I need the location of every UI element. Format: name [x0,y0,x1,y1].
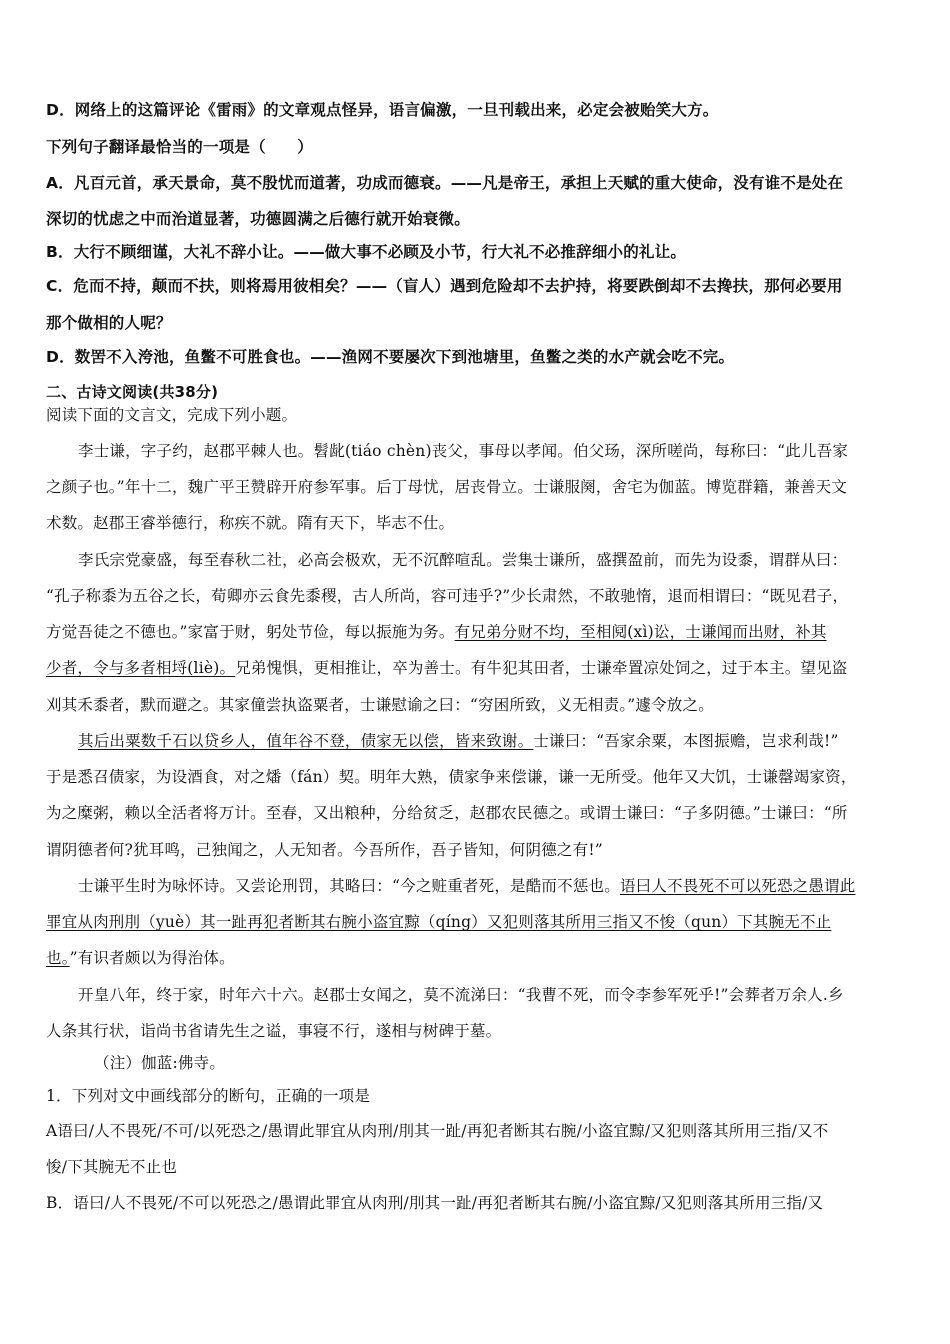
passage-line: 之颜子也。”年十二，魏广平王赞辟开府参军事。后丁母忧，居丧骨立。士谦服阕，舍宅为伽蓝。博览群籍，兼善天文 [46,478,848,496]
option-a-line2: 深切的忧虑之中而治道显著，功德圆满之后德行就开始衰微。 [46,210,470,228]
option-c-line1: C．危而不持，颠而不扶，则将焉用彼相矣？——（盲人）遇到危险却不去护持，将要跌倒却不去搀扶，那何必要用 [46,277,843,295]
passage-line [78,875,908,897]
underlined-text: 少者，令与多者相埒(liè)。 [46,659,236,677]
passage-line: 刈其禾黍者，默而避之。其家僮尝执盗粟者，士谦慰谕之曰：“穷困所致，义无相责。”遽令放之。 [46,696,714,714]
passage-line: 李士谦，字子约，赵郡平棘人也。髫龀(tiáo chèn)丧父，事母以孝闻。伯父玚，深所嗟尚，每称曰：“此儿吾家 [78,442,849,460]
passage-line: 为之糜粥，赖以全活者将万计。至春，又出粮种，分给贫乏，赵郡农民德之。或谓士谦曰：“子多阴德。”士谦曰：“所 [46,804,848,822]
question-1: 1．下列对文中画线部分的断句，正确的一项是 [46,1087,371,1105]
passage-line: 于是悉召债家，为设酒食，对之燔（fán）契。明年大熟，债家争来偿谦，谦一无所受。他年又大饥，士谦罄竭家资， [46,768,857,786]
option-d: D．数罟不入洿池，鱼鳖不可胜食也。——渔网不要屡次下到池塘里，鱼鳖之类的水产就会吃不完。 [46,348,735,366]
passage-line: 人条其行状，诣尚书省请先生之谥，事寝不行，遂相与树碑于墓。 [46,1022,502,1040]
passage-line: 开皇八年，终于家，时年六十六。赵郡士女闻之，莫不流涕曰：“我曹不死，而令李参军死乎!”会葬者万余人.乡 [78,986,844,1004]
passage-text: 方觉吾徒之不德也。”家富于财，躬处节俭，每以振施为务。 [46,623,455,641]
passage-line [46,947,908,969]
passage-line: 术数。赵郡王睿举德行，称疾不就。隋有天下，毕志不仕。 [46,514,455,532]
underlined-text: 有兄弟分财不均，至相阋(xì)讼，士谦闻而出财，补其 [454,623,827,641]
passage-line [46,657,908,679]
option-c-line2: 那个做相的人呢？ [46,314,172,332]
option-d-sentence: D．网络上的这篇评论《雷雨》的文章观点怪异，语言偏激，一旦刊载出来，必定会被贻笑大方。 [46,101,719,119]
footnote: （注）伽蓝:佛寺。 [94,1054,226,1072]
passage-text: 兄弟愧惧，更相推让，卒为善士。有牛犯其田者，士谦牵置凉处饲之，过于本主。望见盗 [235,659,848,677]
option-b: B．大行不顾细谨，大礼不辞小让。——做大事不必顾及小节，行大礼不必推辞细小的礼让。 [46,243,687,261]
reading-instruction: 阅读下面的文言文，完成下列小题。 [46,406,298,424]
underlined-passage-line: 罪宜从肉刑刖（yuè）其一趾再犯者断其右腕小盗宜黥（qíng）又犯则落其所用三指又不悛（qun）下其腕无不止 [46,913,832,931]
passage-text: 士谦平生时为咏怀诗。又尝论刑罚，其略曰：“今之赃重者死，是酷而不惩也。 [78,877,620,895]
passage-line: “孔子称黍为五谷之长，荀卿亦云食先黍稷，古人所尚，容可违乎?”少长肃然，不敢驰惰，退而相谓曰：“既见君子， [46,587,849,605]
underlined-text: 也。 [46,949,70,967]
passage-line: 李氏宗党豪盛，每至春秋二社，必高会极欢，无不沉醉喧乱。尝集士谦所，盛撰盈前，而先为设黍，谓群从曰： [78,551,848,569]
passage-text: ”有识者颇以为得治体。 [69,949,235,967]
passage-line [78,730,908,752]
underlined-text: 语曰人不畏死不可以死恐之愚谓此 [619,877,856,895]
passage-line [46,621,908,643]
option-a-line1: A．凡百元首，承天景命，莫不殷忧而道著，功成而德衰。——凡是帝王，承担上天赋的重大使命，没有谁不是处在 [46,174,844,192]
section-heading: 二、古诗文阅读(共38分) [46,383,219,401]
option-a-line1: A语曰/人不畏死/不可/以死恐之/愚谓此罪宜从肉刑/刖其一趾/再犯者断其右腕/小盗宜黥/又犯则落其所用三指/又不 [46,1122,829,1140]
underlined-text: 其后出粟数千石以贷乡人，值年谷不登，债家无以偿，皆来致谢。 [78,732,534,750]
passage-line: 谓阴德者何?犹耳鸣，己独闻之，人无知者。今吾所作，吾子皆知，何阴德之有!” [46,841,603,859]
option-b-line1: B．语曰/人不畏死/不可以死恐之/愚谓此罪宜从肉刑/刖其一趾/再犯者断其右腕/小盗宜黥/又犯则落其所用三指/又 [46,1194,824,1212]
option-a-line2: 悛/下其腕无不止也 [46,1158,178,1176]
passage-text: 士谦曰：“吾家余粟，本图振赡，岂求利哉!” [533,732,839,750]
question-translation: 下列句子翻译最恰当的一项是（ ） [46,138,313,156]
